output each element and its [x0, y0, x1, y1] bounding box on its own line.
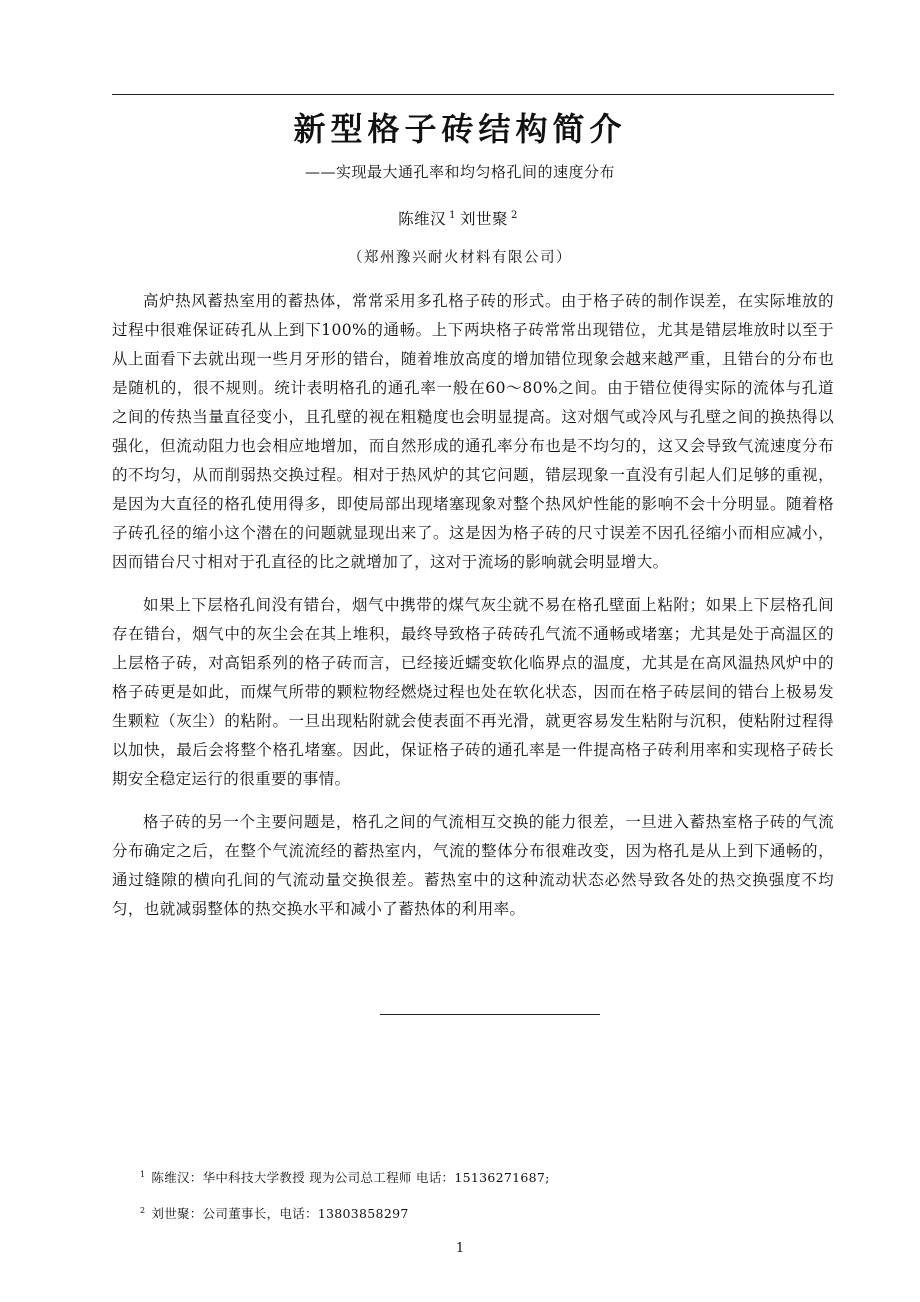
footnote-mark: 2 [511, 210, 518, 221]
footnote-text: 陈维汉：华中科技大学教授 现为公司总工程师 电话：15136271687; [151, 1170, 550, 1185]
footnote [140, 1166, 550, 1187]
affiliation: （郑州豫兴耐火材料有限公司） [348, 250, 572, 266]
footnote-separator [380, 1014, 600, 1015]
footnote-mark: 1 [140, 1170, 146, 1179]
document-title: 新型格子砖结构简介 [293, 110, 627, 148]
paragraph: 高炉热风蓄热室用的蓄热体，常常采用多孔格子砖的形式。由于格子砖的制作误差，在实际堆放的过程中很难保证砖孔从上到下100%的通畅。上下两块格子砖常常出现错位，尤其是错层堆放时以至于从上面看下去就出现一些月牙形的错台，随着堆放高度的增加错位现象会越来越严重，且错台的分布也是随机的，很不规则。统计表明格孔的通孔率一般在60～80%之间。由于错位使得实际的流体与孔道之间的传热当量直径变小，且孔壁的视在粗糙度也会明显提高。这对烟气或冷风与孔壁之间的换热得以强化，但流动阻力也会相应地增加，而自然形成的通孔率分布也是不均匀的，这又会导致气流速度分布的不均匀，从而削弱热交换过程。相对于热风炉的其它问题，错层现象一直没有引起人们足够的重视，是因为大直径的格孔使用得多，即使局部出现堵塞现象对整个热风炉性能的影响不会十分明显。随着格子砖孔径的缩小这个潜在的问题就显现出来了。这是因为格子砖的尺寸误差不因孔径缩小而相应减小，因而错台尺寸相对于孔直径的比之就增加了，这对于流场的影响就会明显增大。 [112, 292, 834, 571]
author-line [0, 205, 920, 230]
author-name: 陈维汉 [398, 210, 447, 228]
footnote [140, 1202, 409, 1223]
paragraph: 如果上下层格孔间没有错台，烟气中携带的煤气灰尘就不易在格孔壁面上粘附；如果上下层格孔间存在错台，烟气中的灰尘会在其上堆积，最终导致格子砖砖孔气流不通畅或堵塞；尤其是处于高温区的上层格子砖，对高铝系列的格子砖而言，已经接近蠕变软化临界点的温度，尤其是在高风温热风炉中的格子砖更是如此，而煤气所带的颗粒物经燃烧过程也处在软化状态，因而在格子砖层间的错台上极易发生颗粒（灰尘）的粘附。一旦出现粘附就会使表面不再光滑，就更容易发生粘附与沉积，使粘附过程得以加快，最后会将整个格孔堵塞。因此，保证格子砖的通孔率是一件提高格子砖利用率和实现格子砖长期安全稳定运行的很重要的事情。 [112, 596, 834, 788]
paragraph: 格子砖的另一个主要问题是，格孔之间的气流相互交换的能力很差，一旦进入蓄热室格子砖的气流分布确定之后，在整个气流流经的蓄热室内，气流的整体分布很难改变，因为格孔是从上到下通畅的，通过缝隙的横向孔间的气流动量交换很差。蓄热室中的这种流动状态必然导致各处的热交换强度不均匀，也就减弱整体的热交换水平和减小了蓄热体的利用率。 [112, 813, 834, 918]
author-name: 刘世聚 [460, 210, 509, 228]
footnote-mark: 2 [140, 1206, 146, 1215]
header-rule [112, 94, 834, 95]
document-subtitle: ——实现最大通孔率和均匀格孔间的速度分布 [304, 163, 615, 181]
footnote-mark: 1 [449, 210, 456, 221]
footnote-text: 刘世聚：公司董事长，电话：13803858297 [151, 1206, 409, 1221]
page-number: 1 [455, 1241, 465, 1256]
body-text [112, 287, 834, 938]
